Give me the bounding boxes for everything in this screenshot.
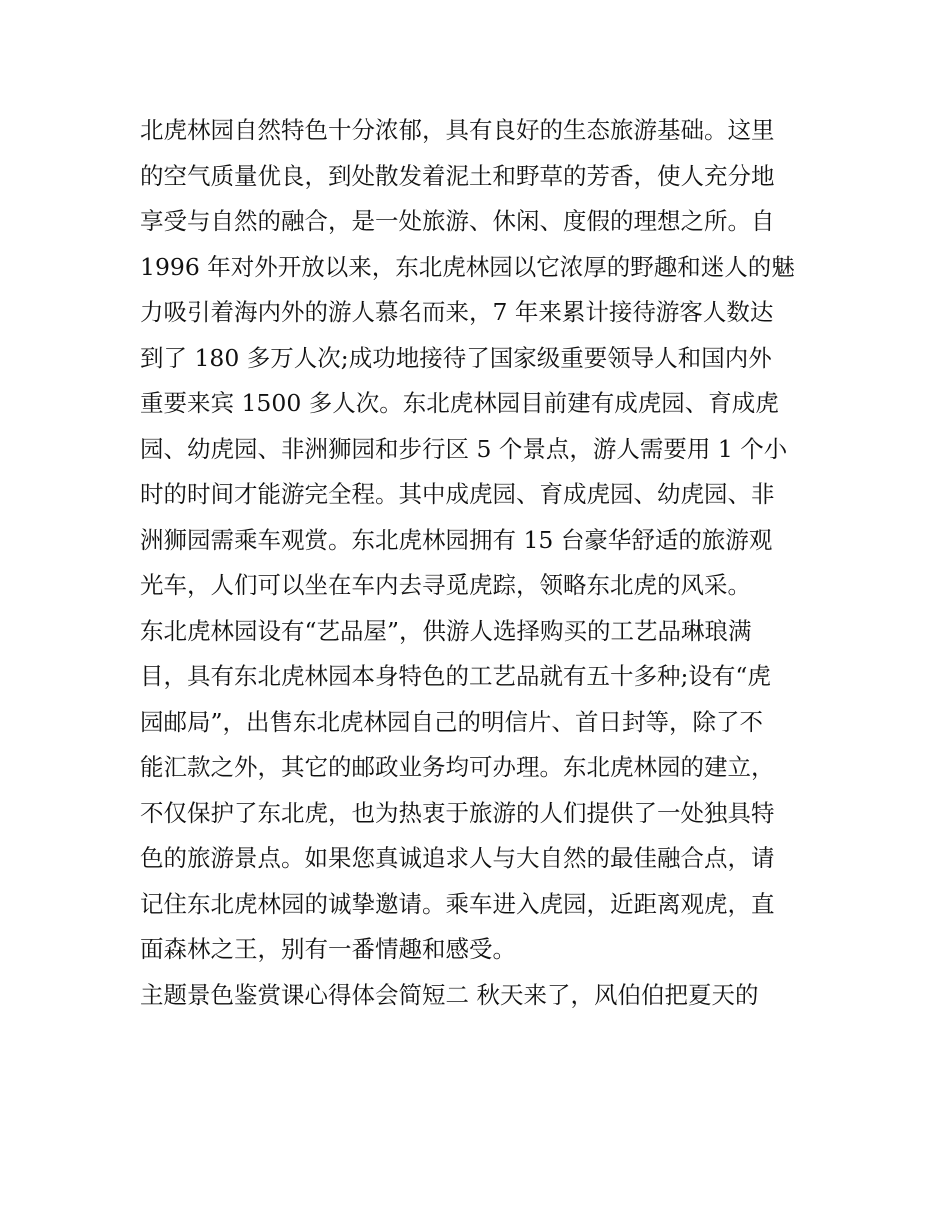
text-line: 面森林之王，别有一番情趣和感受。	[140, 935, 516, 963]
text-line: 到了 180 多万人次;成功地接待了国家级重要领导人和国内外	[140, 343, 772, 372]
text-line: 色的旅游景点。如果您真诚追求人与大自然的最佳融合点，请	[140, 844, 775, 872]
text-line: 记住东北虎林园的诚挚邀请。乘车进入虎园，近距离观虎，直	[140, 889, 775, 918]
text-line: 主题景色鉴赏课心得体会简短二 秋天来了，风伯伯把夏天的	[140, 980, 759, 1009]
text-line: 时的时间才能游完全程。其中成虎园、育成虎园、幼虎园、非	[140, 480, 775, 508]
text-line: 东北虎林园设有“艺品屋”，供游人选择购买的工艺品琳琅满	[140, 616, 752, 645]
text-line: 享受与自然的融合，是一处旅游、休闲、度假的理想之所。自	[140, 207, 775, 235]
text-line: 能汇款之外，其它的邮政业务均可办理。东北虎林园的建立，	[140, 753, 775, 781]
text-line: 光车，人们可以坐在车内去寻觅虎踪，领略东北虎的风采。	[140, 571, 751, 599]
text-line: 重要来宾 1500 多人次。东北虎林园目前建有成虎园、育成虎	[140, 389, 779, 417]
text-line: 园邮局”，出售东北虎林园自己的明信片、首日封等，除了不	[140, 707, 764, 736]
document-body	[140, 108, 820, 1018]
text-line: 不仅保护了东北虎，也为热衷于旅游的人们提供了一处独具特	[140, 798, 775, 827]
text-line: 目，具有东北虎林园本身特色的工艺品就有五十多种;设有“虎	[140, 662, 771, 690]
text-line: 洲狮园需乘车观赏。东北虎林园拥有 15 台豪华舒适的旅游观	[140, 525, 773, 554]
text-line: 园、幼虎园、非洲狮园和步行区 5 个景点，游人需要用 1 个小	[140, 434, 788, 463]
text-line: 北虎林园自然特色十分浓郁，具有良好的生态旅游基础。这里	[140, 116, 775, 144]
text-line: 的空气质量优良，到处散发着泥土和野草的芳香，使人充分地	[140, 161, 775, 190]
text-line: 1996 年对外开放以来，东北虎林园以它浓厚的野趣和迷人的魅	[140, 252, 795, 281]
text-line: 力吸引着海内外的游人慕名而来，7 年来累计接待游客人数达	[140, 298, 774, 326]
